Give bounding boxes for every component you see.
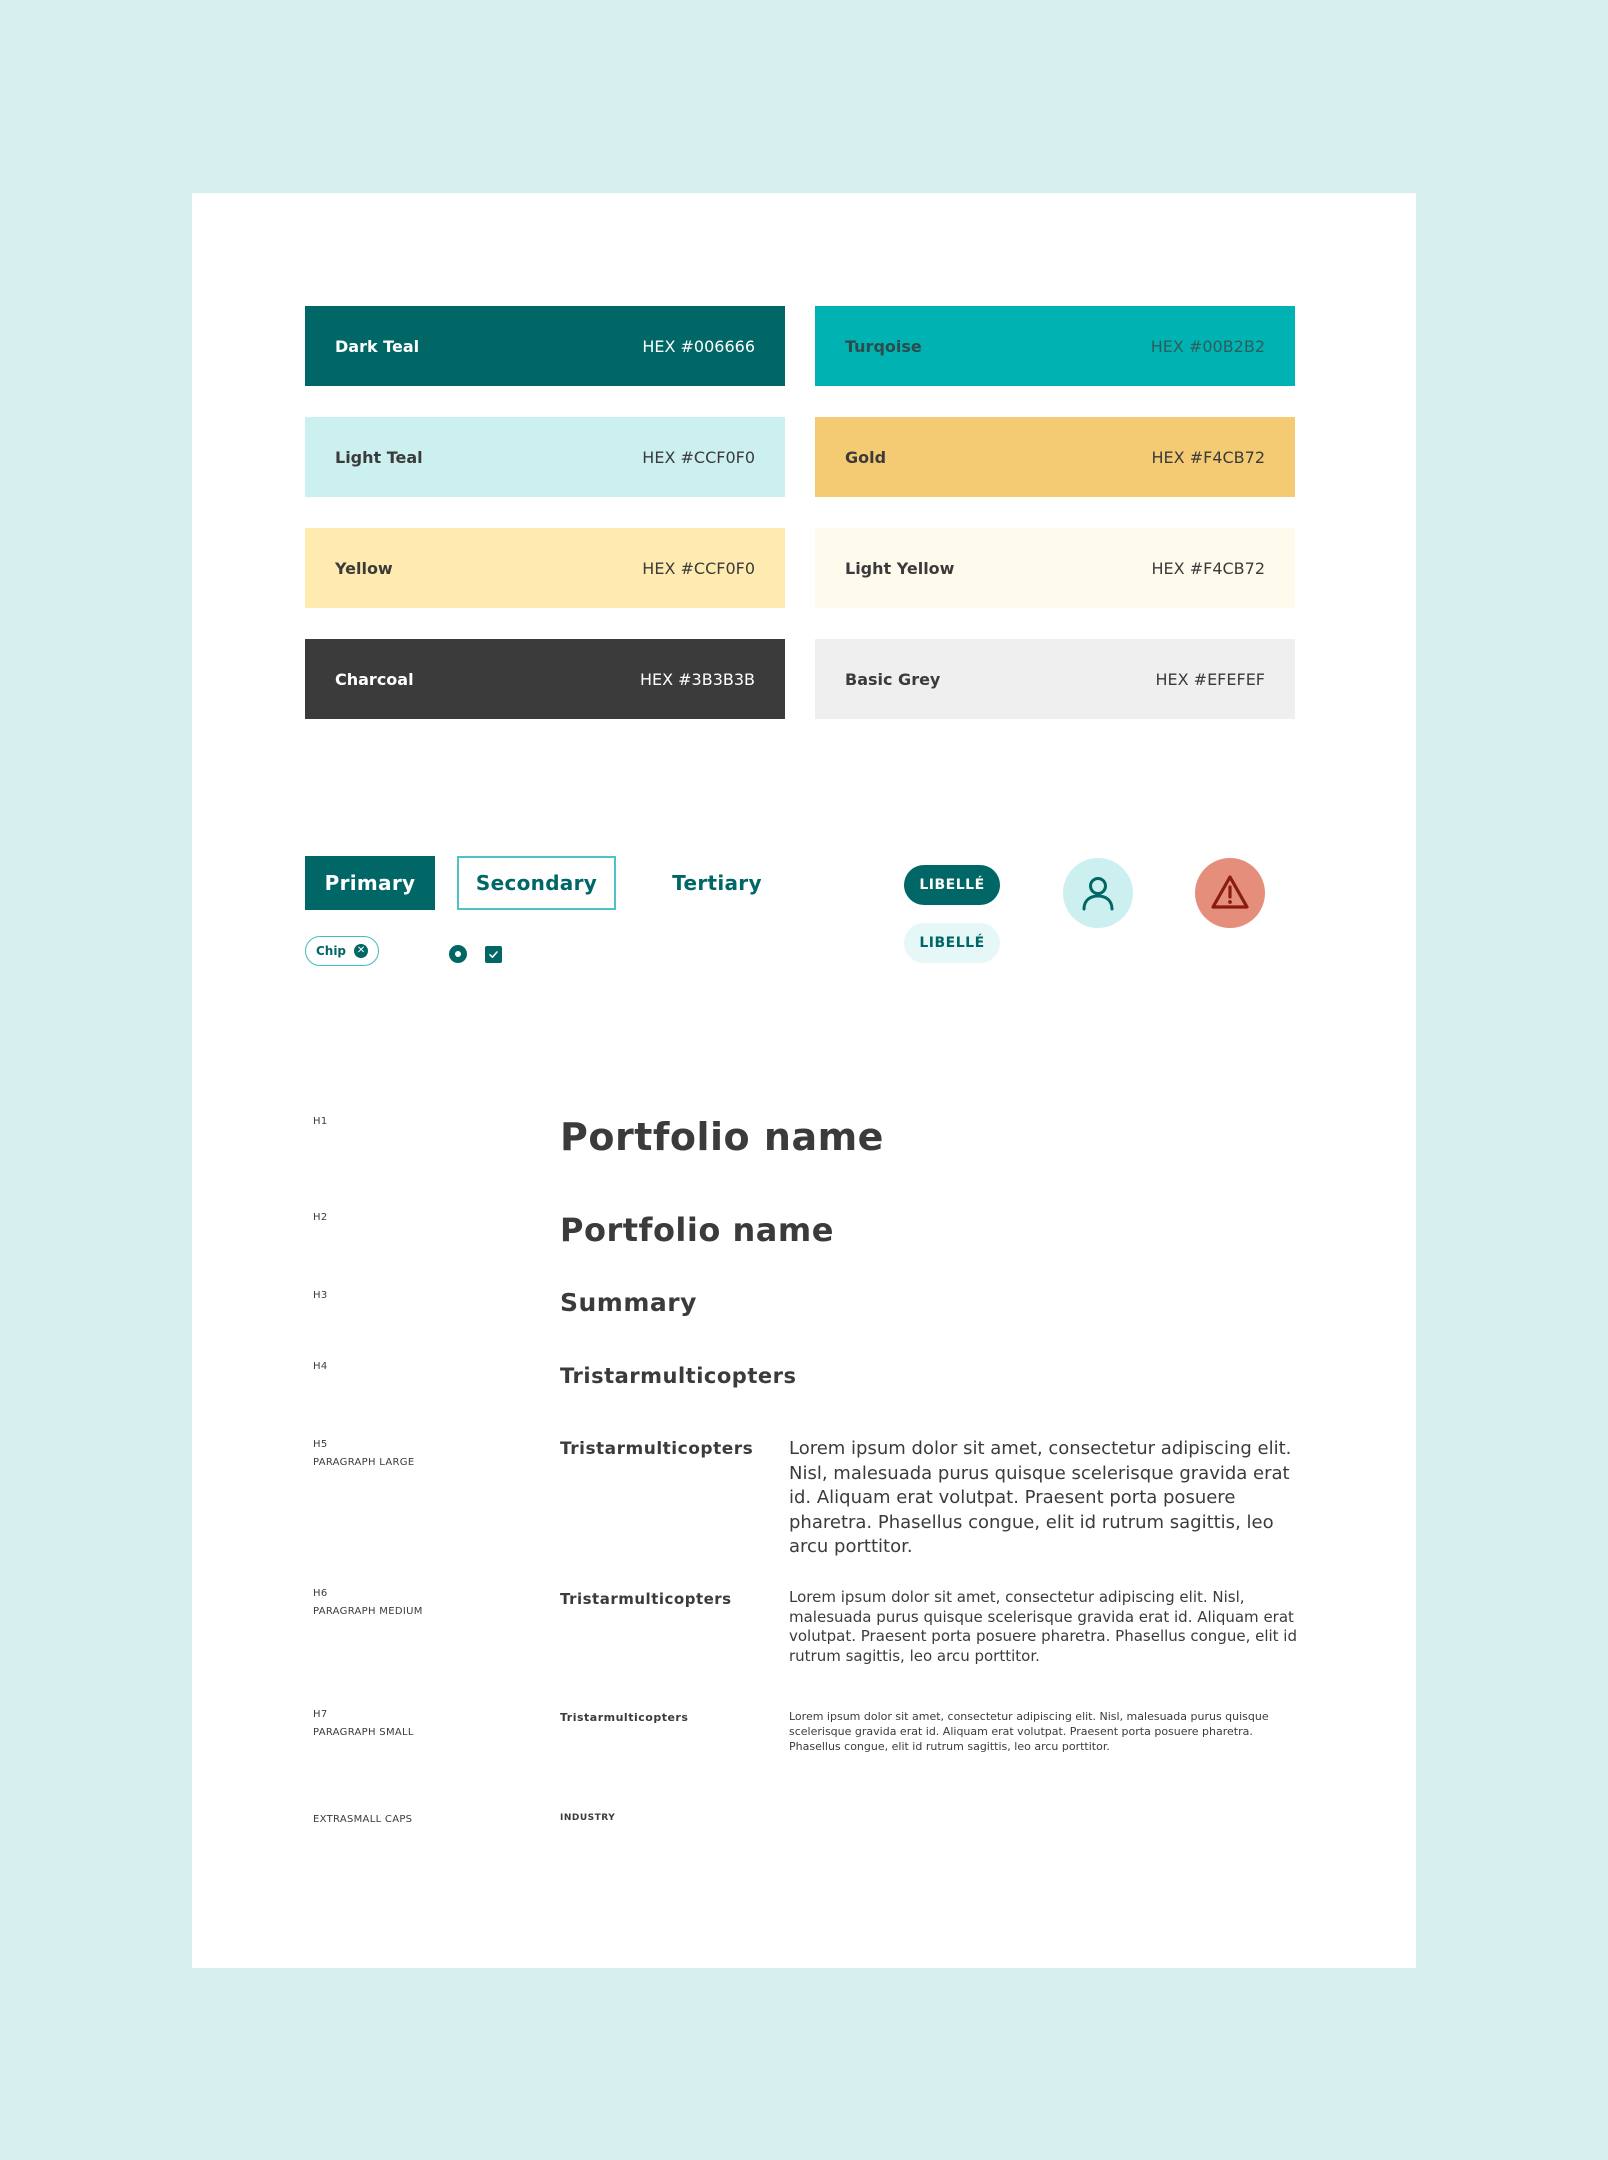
type-level: H5 (313, 1439, 328, 1450)
secondary-button[interactable]: Secondary (457, 856, 616, 910)
avatar[interactable] (1063, 858, 1133, 928)
type-level: H3 (313, 1290, 328, 1301)
sample-h2: Portfolio name (560, 1211, 834, 1249)
type-label-h2 (313, 1209, 327, 1227)
type-level: H7 (313, 1709, 328, 1720)
warning-icon (1208, 871, 1252, 915)
swatch-name: Light Yellow (845, 558, 955, 578)
swatch-name: Gold (845, 447, 887, 467)
alert-indicator (1195, 858, 1265, 928)
type-level: H1 (313, 1116, 328, 1127)
type-level: EXTRASMALL CAPS (313, 1814, 413, 1825)
type-label-h7 (313, 1706, 414, 1742)
paragraph-small: Lorem ipsum dolor sit amet, consectetur adipiscing elit. Nisl, malesuada purus quisque scelerisque gravida erat id. Aliquam erat volutpat. Praesent porta posuere pharetra. Phasellus congue, elit id rutrum sagittis, leo arcu porttitor. (789, 1710, 1269, 1753)
sample-h6: Tristarmulticopters (560, 1590, 732, 1608)
user-icon (1078, 873, 1118, 913)
paragraph-medium: Lorem ipsum dolor sit amet, consectetur adipiscing elit. Nisl, malesuada purus quisque scelerisque gravida erat id. Aliquam erat volutpat. Praesent porta posuere pharetra. Phasellus congue, elit id rutrum sagittis, leo arcu porttitor. (789, 1588, 1298, 1665)
check-icon (488, 949, 499, 960)
paragraph-large: Lorem ipsum dolor sit amet, consectetur adipiscing elit. Nisl, malesuada purus quisque scelerisque gravida erat id. Aliquam erat volutpat. Praesent porta posuere pharetra. Phasellus congue, elit id rutrum sagittis, leo arcu porttitor. (789, 1438, 1292, 1557)
swatch-hex: HEX #CCF0F0 (642, 558, 755, 578)
swatch-basic-grey (815, 639, 1295, 719)
swatch-gold (815, 417, 1295, 497)
sample-h7: Tristarmulticopters (560, 1711, 689, 1724)
tertiary-button[interactable]: Tertiary (672, 871, 762, 895)
radio-button[interactable] (449, 945, 467, 963)
swatch-light-yellow (815, 528, 1295, 608)
swatch-yellow (305, 528, 785, 608)
type-label-h5 (313, 1436, 414, 1472)
type-label-h6 (313, 1585, 423, 1621)
sample-extrasmall-caps: INDUSTRY (560, 1813, 616, 1823)
swatch-hex: HEX #006666 (642, 336, 755, 356)
badge-dark: LIBELLÉ (904, 865, 1000, 905)
badge-light: LIBELLÉ (904, 923, 1000, 963)
swatch-turqoise (815, 306, 1295, 386)
style-guide-sheet (192, 193, 1416, 1968)
swatch-name: Basic Grey (845, 669, 941, 689)
swatch-hex: HEX #F4CB72 (1151, 447, 1265, 467)
sample-h5: Tristarmulticopters (560, 1439, 754, 1459)
type-label-h4 (313, 1358, 327, 1376)
type-sublabel: PARAGRAPH MEDIUM (313, 1606, 423, 1617)
type-label-xs (313, 1811, 412, 1829)
chip-label: Chip (315, 944, 347, 958)
swatch-hex: HEX #F4CB72 (1151, 558, 1265, 578)
close-icon[interactable]: ✕ (354, 944, 368, 958)
type-sublabel: PARAGRAPH SMALL (313, 1727, 414, 1738)
type-level: H2 (313, 1212, 328, 1223)
swatch-hex: HEX #EFEFEF (1155, 669, 1265, 689)
swatch-name: Light Teal (335, 447, 423, 467)
swatch-name: Turqoise (845, 336, 922, 356)
swatch-name: Charcoal (335, 669, 414, 689)
type-level: H4 (313, 1361, 328, 1372)
type-sublabel: PARAGRAPH LARGE (313, 1457, 415, 1468)
swatch-hex: HEX #00B2B2 (1150, 336, 1265, 356)
type-label-h1 (313, 1113, 327, 1131)
swatch-charcoal (305, 639, 785, 719)
type-label-h3 (313, 1287, 327, 1305)
primary-button[interactable]: Primary (305, 856, 435, 910)
checkbox[interactable] (485, 946, 502, 963)
type-level: H6 (313, 1588, 328, 1599)
sample-h4: Tristarmulticopters (560, 1364, 797, 1388)
swatch-hex: HEX #3B3B3B (639, 669, 755, 689)
swatch-dark-teal (305, 306, 785, 386)
swatch-name: Yellow (335, 558, 393, 578)
swatch-name: Dark Teal (335, 336, 420, 356)
sample-h3: Summary (560, 1288, 697, 1317)
swatch-hex: HEX #CCF0F0 (642, 447, 755, 467)
sample-h1: Portfolio name (560, 1115, 884, 1159)
chip[interactable] (305, 936, 379, 966)
swatch-light-teal (305, 417, 785, 497)
